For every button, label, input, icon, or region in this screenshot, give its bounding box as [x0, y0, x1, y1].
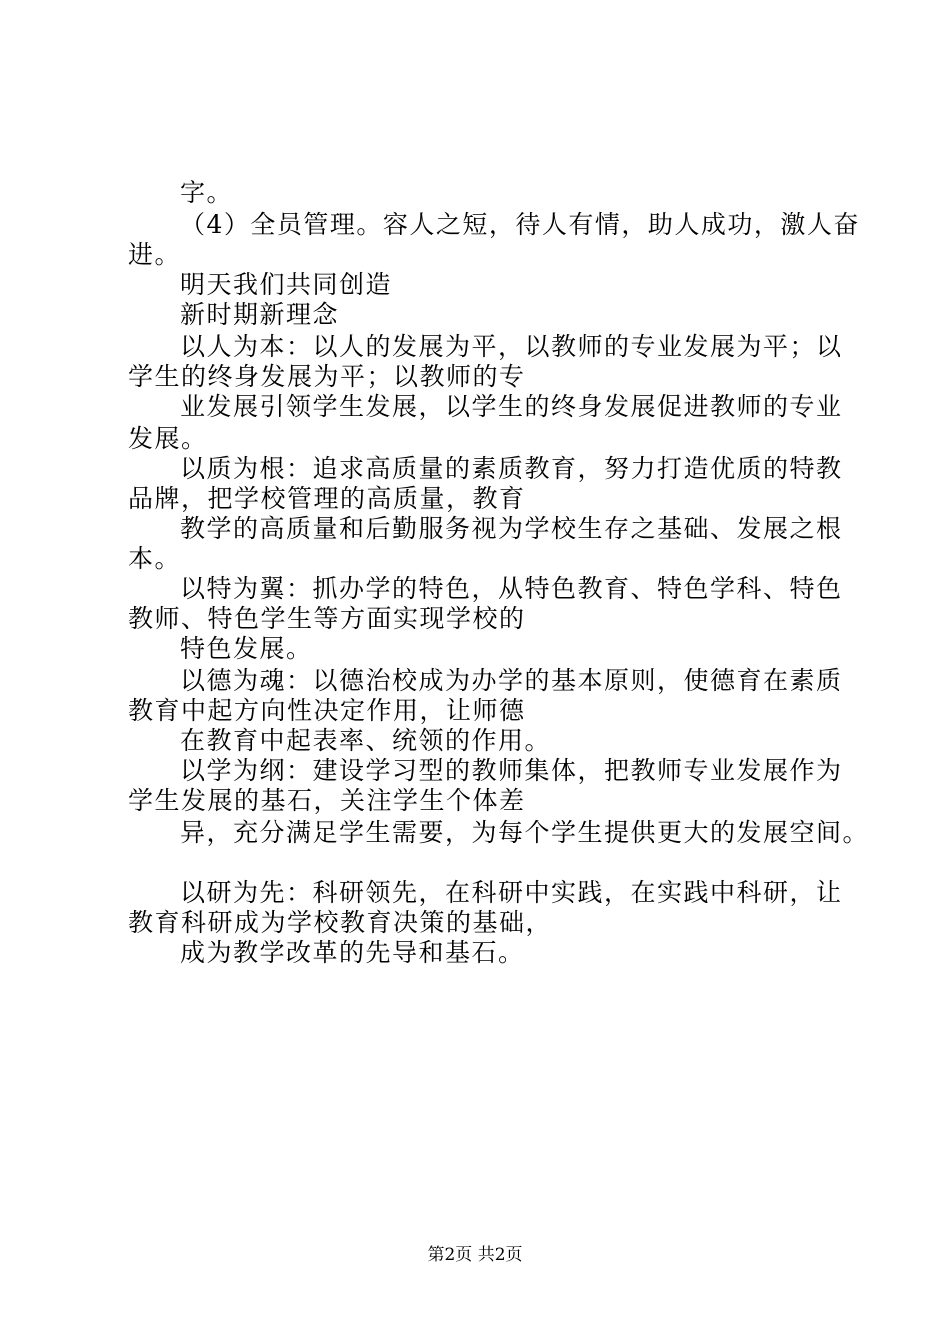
text-line-22: 异，充分满足学生需要，为每个学生提供更大的发展空间。	[180, 818, 870, 847]
text-line-8: 业发展引领学生发展，以学生的终身发展促进教师的专业	[180, 392, 843, 421]
text-line-4: 明天我们共同创造	[180, 270, 393, 299]
text-line-20: 以学为纲：建设学习型的教师集体，把教师专业发展作为	[180, 756, 843, 785]
text-line-19: 在教育中起表率、统领的作用。	[180, 726, 552, 755]
text-line-3: 进。	[128, 240, 182, 269]
text-line-7: 学生的终身发展为平；以教师的专	[128, 362, 526, 391]
page-footer: 第2页 共2页	[427, 1245, 523, 1265]
text-line-16: 特色发展。	[180, 634, 313, 663]
text-line-21: 学生发展的基石，关注学生个体差	[128, 786, 526, 815]
text-line-24: 教育科研成为学校教育决策的基础，	[128, 908, 553, 937]
text-line-1: 字。	[180, 178, 234, 207]
text-line-6: 以人为本：以人的发展为平，以教师的专业发展为平；以	[180, 332, 843, 361]
text-line-11: 品牌，把学校管理的高质量，教育	[128, 484, 526, 513]
text-line-13: 本。	[128, 544, 182, 573]
text-line-15: 教师、特色学生等方面实现学校的	[128, 604, 526, 633]
text-line-23: 以研为先：科研领先，在科研中实践，在实践中科研，让	[180, 878, 843, 907]
text-line-17: 以德为魂：以德治校成为办学的基本原则，使德育在素质	[180, 666, 843, 695]
text-line-2: （4）全员管理。容人之短，待人有情，助人成功，激人奋	[180, 210, 860, 239]
text-line-18: 教育中起方向性决定作用，让师德	[128, 696, 526, 725]
text-line-10: 以质为根：追求高质量的素质教育，努力打造优质的特教	[180, 454, 843, 483]
text-line-9: 发展。	[128, 424, 208, 453]
text-line-14: 以特为翼：抓办学的特色，从特色教育、特色学科、特色	[180, 574, 843, 603]
text-line-25: 成为教学改革的先导和基石。	[180, 938, 525, 967]
text-line-12: 教学的高质量和后勤服务视为学校生存之基础、发展之根	[180, 514, 843, 543]
text-line-5: 新时期新理念	[180, 300, 340, 329]
